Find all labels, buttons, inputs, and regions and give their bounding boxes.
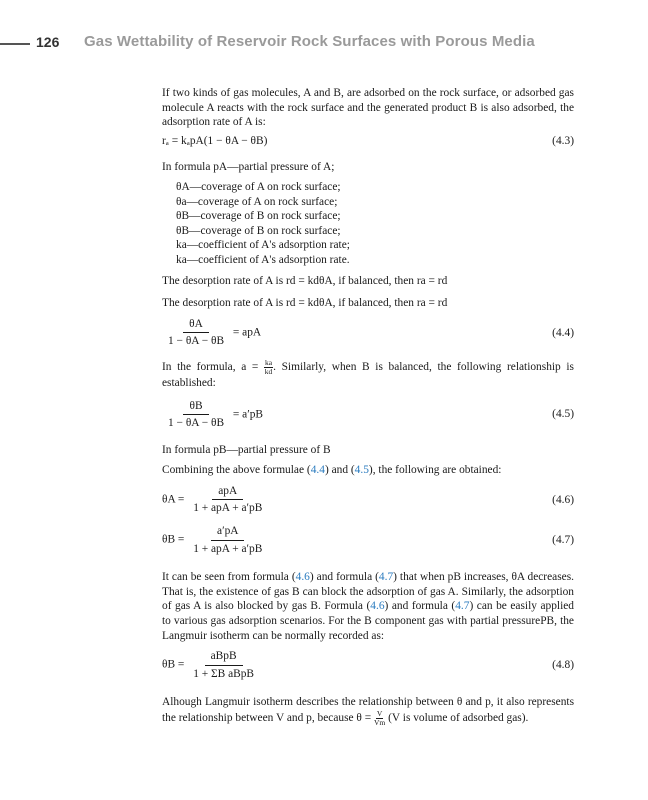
definition-item: θa—coverage of A on rock surface; <box>176 195 338 208</box>
equation-4-6-number: (4.6) <box>552 493 574 506</box>
equation-4-8: θB = $\frac{\text{aBpB}}{\text{1 + ΣB aBpB}}$ (4.8) <box>162 650 574 680</box>
equation-4-3-expr: rₐ = kₐpA(1 − θA − θB) <box>162 134 268 147</box>
equation-4-5 <box>162 399 574 431</box>
paragraph-langmuir: Alhough Langmuir isotherm describes the relationship between θ and p, it also represents the relationship between V and p, because θ = $\frac{V}{Vm}$ (V is volume of adsorbed gas). <box>162 696 574 727</box>
ref-eq-4-6[interactable]: 4.6 <box>295 571 310 584</box>
definition-item: θA—coverage of A on rock surface; <box>176 180 341 193</box>
ka-over-kd-fraction: $\frac{ka}{kd}$ <box>264 357 273 376</box>
equation-4-6: θA = $\frac{\text{apA}}{\text{1 + apA + a′pB}}$ (4.6) <box>162 484 574 515</box>
definition-item: θB—coverage of B on rock surface; <box>176 224 341 237</box>
equation-4-8-fraction: $\frac{\text{aBpB}}{\text{1 + ΣB aBpB}}$ <box>193 650 255 680</box>
paragraph-combining: Combining the above formulae (4.4) and (4.5), the following are obtained: <box>162 464 502 477</box>
equation-4-8-number: (4.8) <box>552 659 574 672</box>
definition-item: ka—coefficient of A's adsorption rate. <box>176 253 350 266</box>
v-over-vm-fraction: $\frac{V}{Vm}$ <box>374 709 386 727</box>
equation-4-4-fraction: $\frac{\theta A}{1 - \theta A - \theta B}$ <box>168 317 225 348</box>
ref-eq-4-6[interactable]: 4.6 <box>370 600 385 613</box>
paragraph-blocking: It can be seen from formula (4.6) and formula (4.7) that when pB increases, θA decreases. That is, the existence of gas B can block the adsorption of gas A. Similarly, the adsorption of gas A is also blocked by gas B. Formula (4.6) and formula (4.7) can be easily applied to various gas adsorption scenarios. For the B component gas with partial pressurePB, the Langmuir isotherm can be normally recorded as: <box>162 571 574 642</box>
equation-4-5-number: (4.5) <box>552 408 574 421</box>
desorption-line-2: The desorption rate of A is rd = kdθA, if balanced, then ra = rd <box>162 297 448 310</box>
equation-4-5-rhs: = a′pB <box>232 408 264 421</box>
desorption-line-1: The desorption rate of A is rd = kdθA, if balanced, then ra = rd <box>162 274 448 287</box>
formula-pb: In formula pB—partial pressure of B <box>162 443 331 456</box>
equation-4-4-number: (4.4) <box>552 326 574 339</box>
page-content <box>162 86 574 727</box>
page-header <box>0 34 648 54</box>
ref-eq-4-7[interactable]: 4.7 <box>455 600 470 613</box>
equation-4-3 <box>162 134 574 149</box>
header-rule <box>0 43 30 45</box>
definition-item: θB—coverage of B on rock surface; <box>176 210 341 223</box>
ref-eq-4-5[interactable]: 4.5 <box>354 464 369 477</box>
ref-eq-4-4[interactable]: 4.4 <box>310 464 325 477</box>
formula-intro: In formula pA—partial pressure of A; <box>162 161 335 174</box>
equation-4-6-fraction: $\frac{\text{apA}}{\text{1 + apA + a′pB}}$ <box>193 484 263 515</box>
definition-list <box>162 180 574 268</box>
definition-item: ka—coefficient of A's adsorption rate; <box>176 239 350 252</box>
equation-4-4 <box>162 317 574 349</box>
equation-4-4-rhs: = apA <box>232 326 262 339</box>
paragraph-intro: If two kinds of gas molecules, A and B, are adsorbed on the rock surface, or adsorbed gas molecule A reacts with the rock surface and the generated product B is also adsorbed, the adsorption rate of A is: <box>162 87 574 129</box>
running-title: Gas Wettability of Reservoir Rock Surfaces with Porous Media <box>84 33 535 50</box>
page-number: 126 <box>36 34 60 50</box>
paragraph-similarly: In the formula, a = $\frac{ka}{kd}$ . Similarly, when B is balanced, the following relationship is established: <box>162 357 574 389</box>
equation-4-3-number: (4.3) <box>552 134 574 147</box>
equation-4-7: θB = $\frac{a'pA}{\text{1 + apA + a′pB}}$ (4.7) <box>162 525 574 555</box>
equation-4-7-number: (4.7) <box>552 533 574 546</box>
ref-eq-4-7[interactable]: 4.7 <box>378 571 394 584</box>
equation-4-5-fraction: $\frac{\theta B}{1 - \theta A - \theta B}$ <box>168 399 225 430</box>
equation-4-7-fraction: $\frac{a'pA}{\text{1 + apA + a′pB}}$ <box>193 525 263 555</box>
